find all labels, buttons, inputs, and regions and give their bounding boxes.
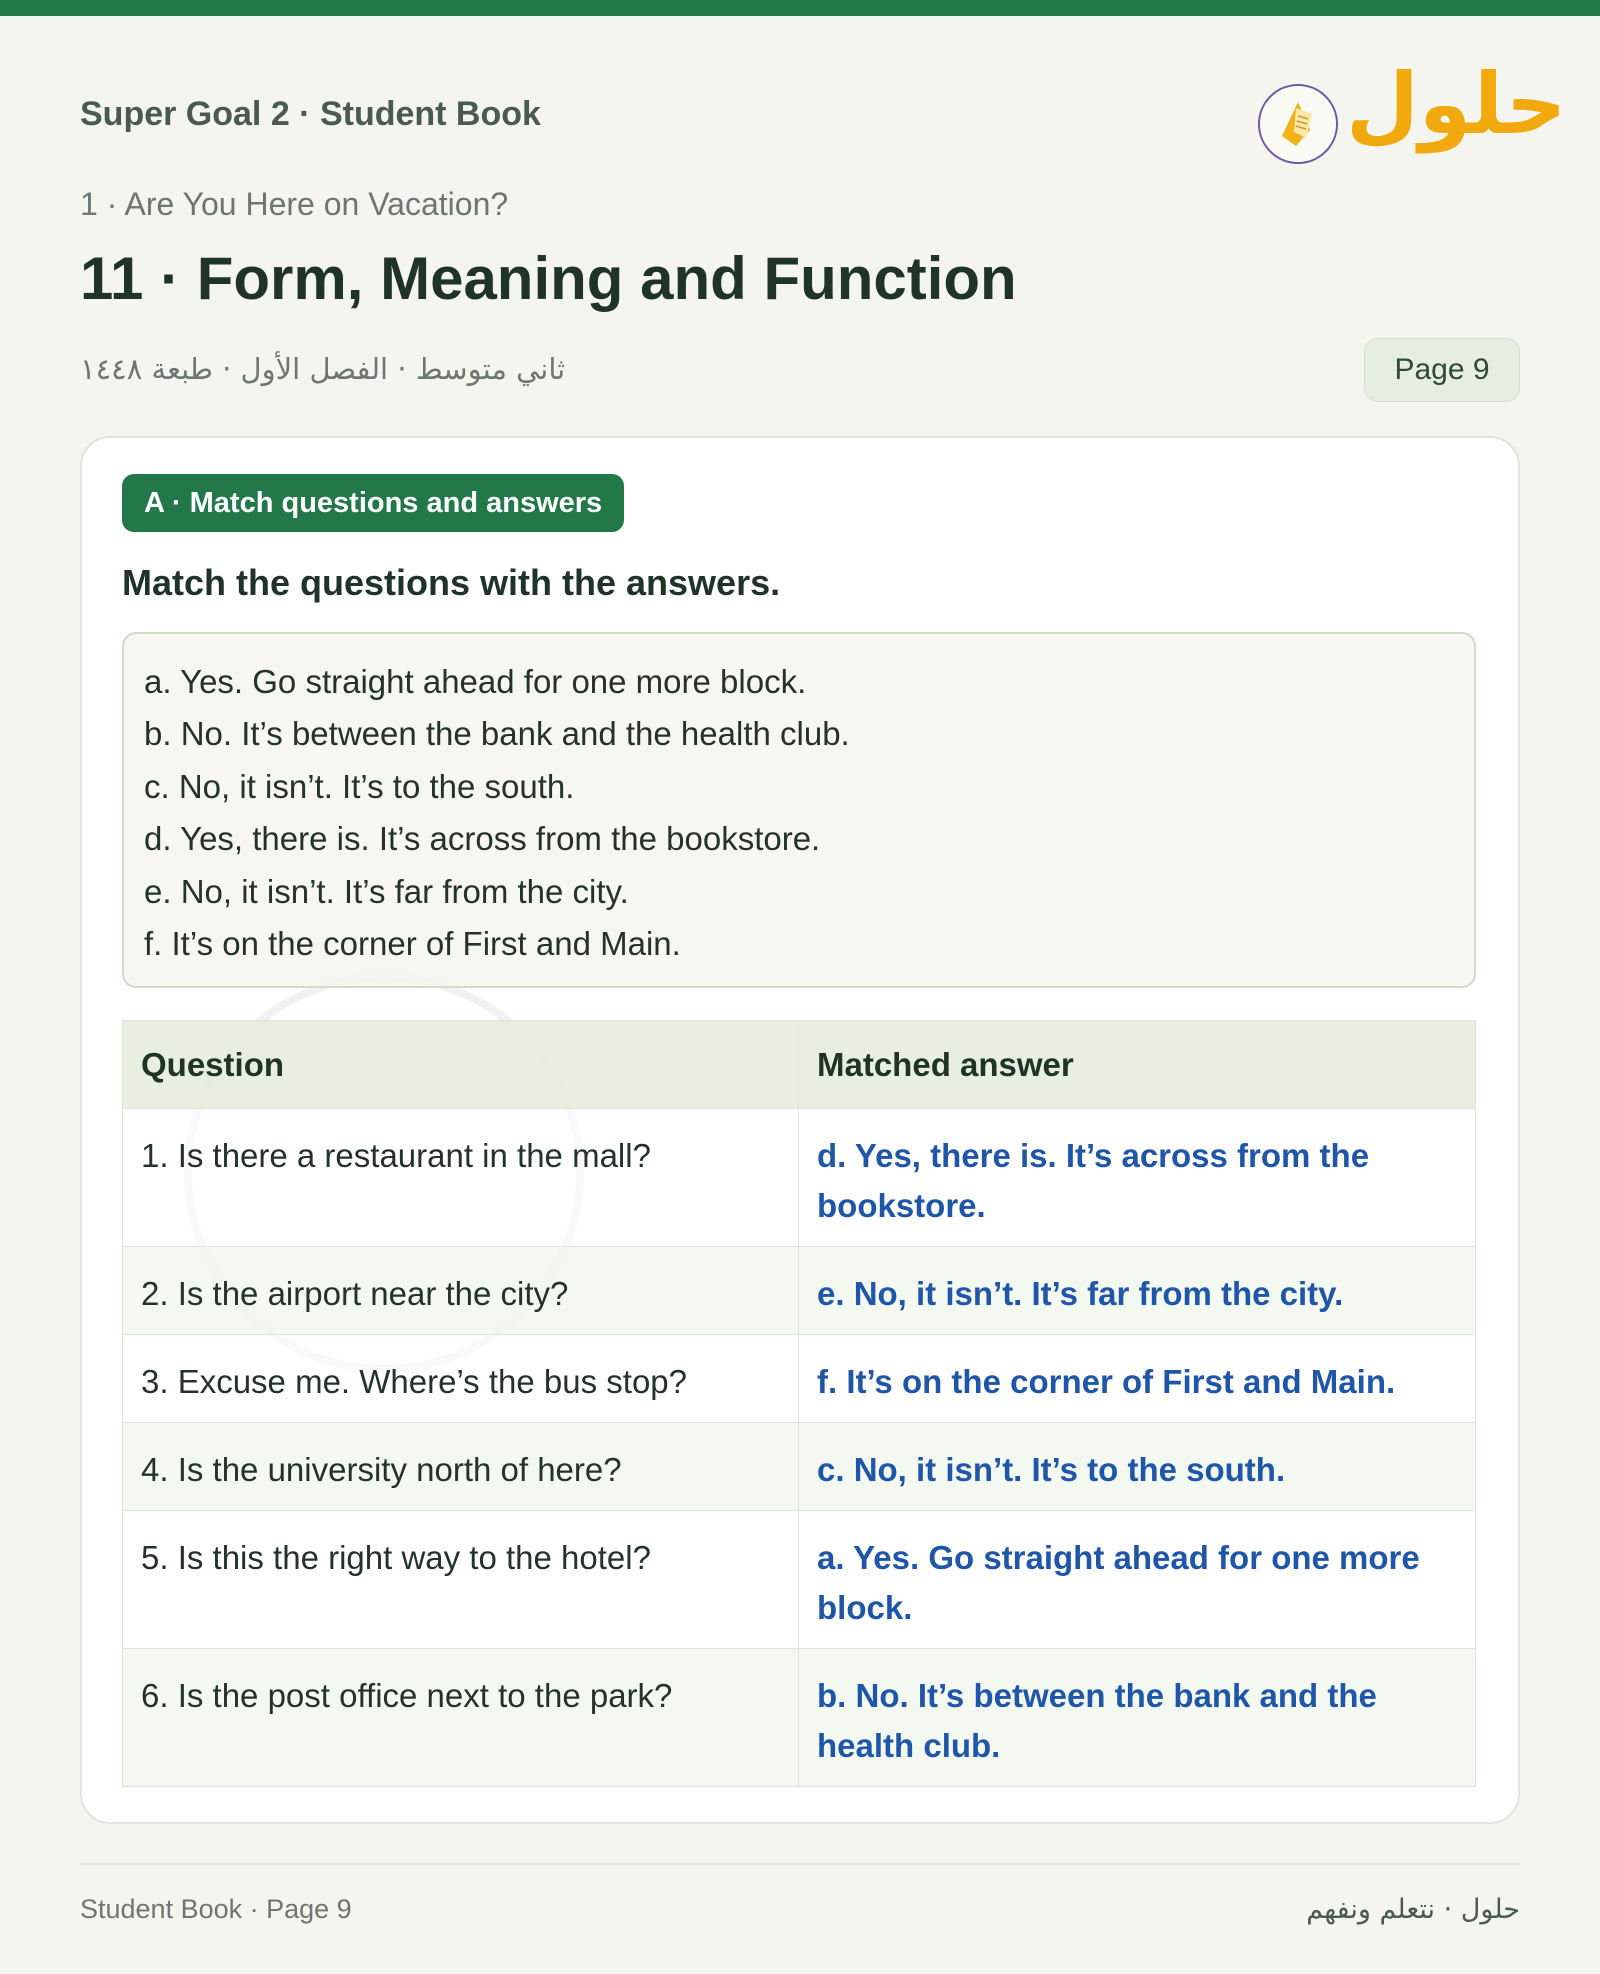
answer-option: b. No. It’s between the bank and the health club. bbox=[144, 715, 850, 753]
answer-option: e. No, it isn’t. It’s far from the city. bbox=[144, 872, 629, 910]
table-row bbox=[123, 1423, 1476, 1511]
page-number-badge: Page 9 bbox=[1364, 338, 1520, 402]
table-row bbox=[123, 1649, 1476, 1787]
table-row bbox=[123, 1511, 1476, 1649]
top-accent-bar bbox=[0, 0, 1600, 16]
question-cell: 4. Is the university north of here? bbox=[123, 1423, 799, 1511]
logo-wordmark: حلول bbox=[1346, 55, 1567, 153]
column-header-question: Question bbox=[123, 1021, 799, 1109]
section-label: A · Match questions and answers bbox=[122, 474, 624, 532]
exercise-card bbox=[80, 436, 1520, 1824]
question-cell: 6. Is the post office next to the park? bbox=[123, 1649, 799, 1787]
answer-option: a. Yes. Go straight ahead for one more block. bbox=[144, 663, 807, 700]
table-row bbox=[123, 1335, 1476, 1423]
answer-cell: e. No, it isn’t. It’s far from the city. bbox=[799, 1247, 1476, 1335]
footer-tagline: حلول · نتعلم ونفهم bbox=[1306, 1894, 1520, 1925]
answer-cell: b. No. It’s between the bank and the health club. bbox=[799, 1649, 1476, 1787]
footer-page-label: Student Book · Page 9 bbox=[80, 1894, 352, 1924]
answer-cell: a. Yes. Go straight ahead for one more block. bbox=[799, 1511, 1476, 1649]
answer-cell: f. It’s on the corner of First and Main. bbox=[799, 1335, 1476, 1423]
table-row bbox=[123, 1247, 1476, 1335]
answer-options-box bbox=[122, 632, 1476, 988]
question-cell: 2. Is the airport near the city? bbox=[123, 1247, 799, 1335]
question-cell: 3. Excuse me. Where’s the bus stop? bbox=[123, 1335, 799, 1423]
table-row bbox=[123, 1109, 1476, 1247]
question-cell: 5. Is this the right way to the hotel? bbox=[123, 1511, 799, 1649]
footer-divider bbox=[80, 1863, 1520, 1865]
column-header-answer: Matched answer bbox=[799, 1021, 1476, 1109]
answer-cell: d. Yes, there is. It’s across from the bookstore. bbox=[799, 1109, 1476, 1247]
book-emblem-icon bbox=[1258, 84, 1338, 164]
page-title: 11 · Form, Meaning and Function bbox=[80, 245, 1017, 312]
hulool-logo[interactable] bbox=[1258, 55, 1567, 170]
question-cell: 1. Is there a restaurant in the mall? bbox=[123, 1109, 799, 1247]
unit-breadcrumb: 1 · Are You Here on Vacation? bbox=[80, 186, 509, 222]
answer-option: d. Yes, there is. It’s across from the bookstore. bbox=[144, 820, 821, 858]
matching-table bbox=[122, 1020, 1476, 1787]
answer-option: f. It’s on the corner of First and Main. bbox=[144, 925, 681, 963]
answer-option: c. No, it isn’t. It’s to the south. bbox=[144, 767, 575, 805]
answer-cell: c. No, it isn’t. It’s to the south. bbox=[799, 1423, 1476, 1511]
book-name: Super Goal 2 · Student Book bbox=[80, 95, 541, 133]
exercise-instruction: Match the questions with the answers. bbox=[122, 562, 781, 603]
grade-term-edition: ثاني متوسط · الفصل الأول · طبعة ١٤٤٨ bbox=[80, 352, 566, 386]
table-header-row bbox=[123, 1021, 1476, 1109]
